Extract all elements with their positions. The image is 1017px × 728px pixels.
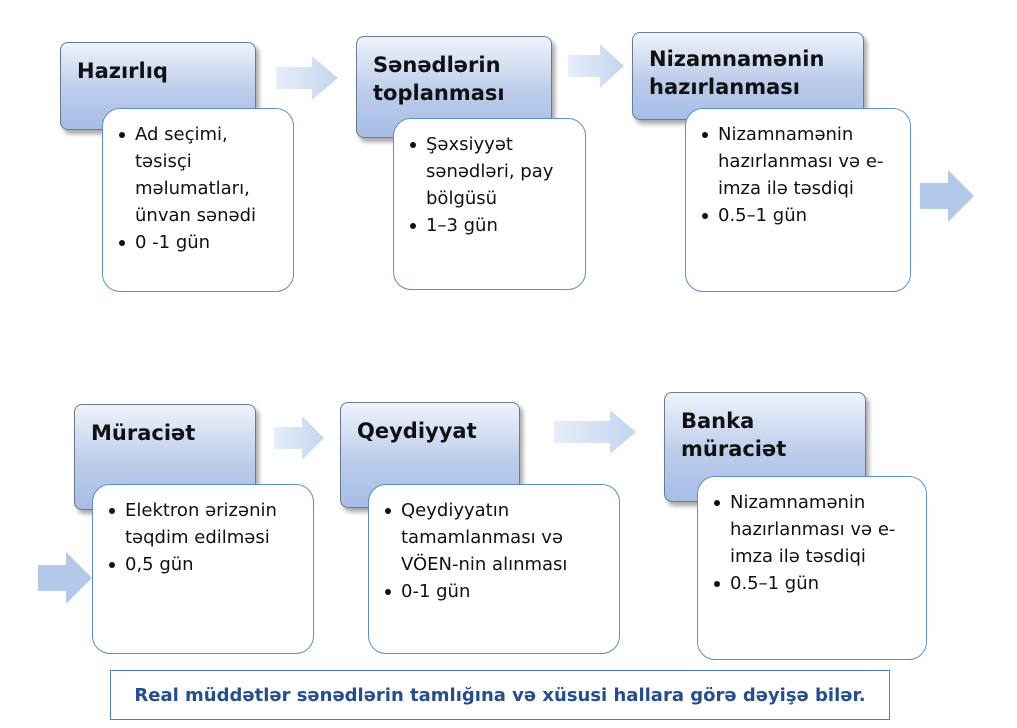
arrow-right-icon — [38, 552, 92, 604]
step-6-title: Banka müraciət — [681, 409, 787, 461]
step-5-details — [368, 484, 620, 654]
step-3-header — [632, 32, 864, 120]
step-3-title: Nizamnamənin hazırlanması — [649, 47, 825, 99]
step-5-bullet-1: Qeydiyyatın tamamlanması və VÖEN-nin alınması — [383, 497, 607, 578]
step-6-bullet-1: Nizamnamənin hazırlanması və e-imza ilə təsdiqi — [712, 489, 914, 570]
footer-note-text: Real müddətlər sənədlərin tamlığına və xüsusi hallara görə dəyişə bilər. — [134, 684, 866, 706]
step-3-bullet-1: Nizamnamənin hazırlanması və e-imza ilə təsdiqi — [700, 121, 898, 202]
step-4-details — [92, 484, 314, 654]
step-2-details — [393, 118, 586, 290]
step-4-title: Müraciət — [91, 421, 196, 445]
arrow-right-icon — [274, 416, 324, 460]
step-4-bullet-2: 0,5 gün — [107, 551, 301, 578]
step-2-title: Sənədlərin toplanması — [373, 53, 505, 105]
arrow-right-icon — [276, 56, 338, 100]
footer-note — [110, 670, 890, 720]
step-3-details — [685, 108, 911, 292]
arrow-right-icon — [568, 44, 624, 88]
step-2-bullet-2: 1–3 gün — [408, 212, 573, 239]
arrow-right-icon — [920, 170, 974, 222]
step-6-bullet-2: 0.5–1 gün — [712, 570, 914, 597]
step-1-bullet-1: Ad seçimi, təsisçi məlumatları, ünvan sənədi — [117, 121, 281, 229]
step-5-bullet-2: 0-1 gün — [383, 578, 607, 605]
step-1-title: Hazırlıq — [77, 59, 168, 83]
step-1-bullet-2: 0 -1 gün — [117, 229, 281, 256]
step-1-details — [102, 108, 294, 292]
step-4-bullet-1: Elektron ərizənin təqdim edilməsi — [107, 497, 301, 551]
step-2-bullet-1: Şəxsiyyət sənədləri, pay bölgüsü — [408, 131, 573, 212]
step-5-title: Qeydiyyat — [357, 419, 477, 443]
arrow-right-icon — [554, 410, 636, 454]
step-6-details — [697, 476, 927, 660]
step-3-bullet-2: 0.5–1 gün — [700, 202, 898, 229]
